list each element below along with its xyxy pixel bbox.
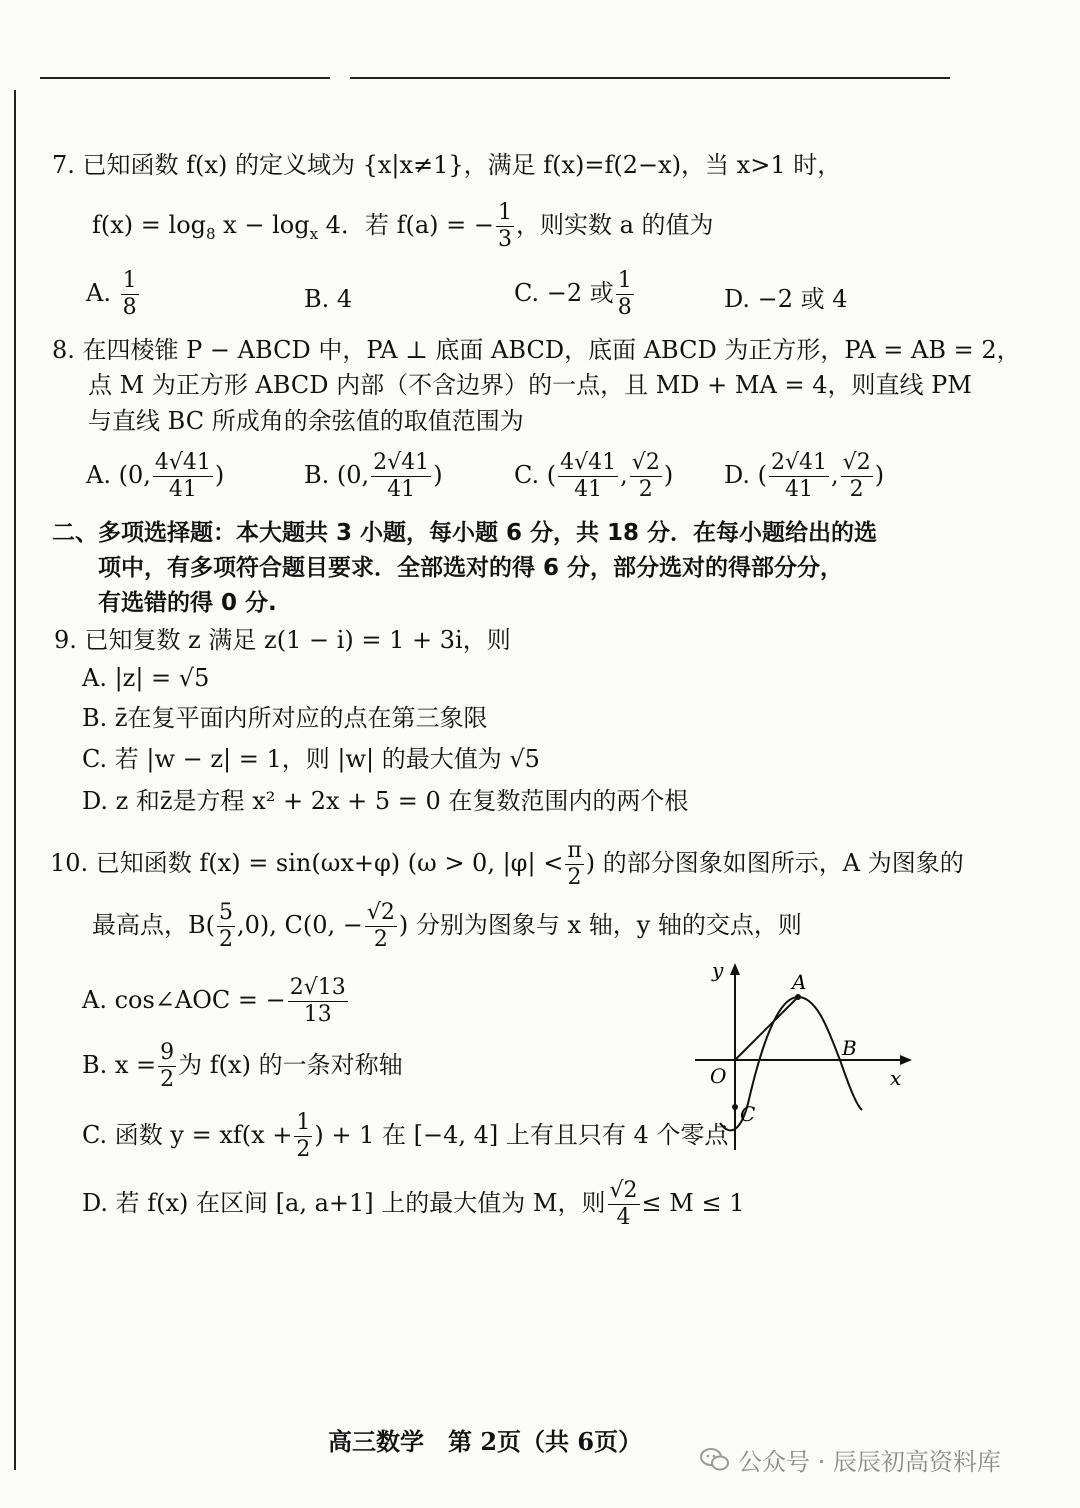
point-a <box>795 994 801 1000</box>
q10-c2-frac <box>294 1110 312 1163</box>
q8-b-pre: (0, <box>336 461 370 489</box>
q10-stem1-a: 10. 已知函数 f(x) = sin(ωx+φ) (ω > 0, |φ| < <box>50 849 564 877</box>
wechat-icon <box>700 1447 730 1473</box>
q10-c-post: ) + 1 在 [−4, 4] 上有且只有 4 个零点 <box>314 1121 729 1149</box>
q8-d-den2: 2 <box>849 477 864 502</box>
q8-a-pre: (0, <box>118 461 151 489</box>
q8-b-den: 41 <box>387 477 416 502</box>
q10-c-num: √2 <box>366 900 395 925</box>
q8-a-num: 4√41 <box>154 450 211 475</box>
page-footer: 高三数学 第 2页（共 6页） <box>328 1427 643 1456</box>
q8-a-den: 41 <box>168 477 197 502</box>
q7-c-frac <box>616 268 634 321</box>
q8-b-label: B. <box>304 461 330 489</box>
q8-c-frac1 <box>558 450 618 503</box>
q10-b2-frac <box>158 1040 176 1093</box>
q10-c-pre: C. 函数 y = xf(x + <box>82 1121 293 1149</box>
q7-d-label: D. <box>724 285 751 313</box>
q7-number: 7. <box>52 151 75 179</box>
point-c <box>732 1104 738 1110</box>
q10-line1 <box>50 838 964 891</box>
label-c: C <box>740 1102 756 1126</box>
q10-d-post: ≤ M ≤ 1 <box>641 1189 745 1217</box>
q8-c-den1: 41 <box>574 477 603 502</box>
q8-d-num2: √2 <box>842 450 871 475</box>
q8-line3: 与直线 BC 所成角的余弦值的取值范围为 <box>88 407 524 435</box>
q8-d-label: D. <box>724 461 751 489</box>
q10-c-den: 2 <box>373 927 388 952</box>
q9-option-b: B. z̄在复平面内所对应的点在第三象限 <box>82 704 488 732</box>
q7-a-den: 8 <box>122 295 137 320</box>
q10-b2-num: 9 <box>160 1040 175 1065</box>
top-rule-left <box>40 77 330 79</box>
q10-b-post: 为 f(x) 的一条对称轴 <box>178 1051 403 1079</box>
q10-b-den: 2 <box>219 927 233 952</box>
q8-options <box>86 450 926 520</box>
label-x: x <box>890 1066 902 1090</box>
q7-line2 <box>92 200 714 253</box>
q10-d-num: √2 <box>609 1178 638 1203</box>
label-b: B <box>842 1036 857 1060</box>
top-rule-right <box>350 77 950 79</box>
q7-option-a <box>86 268 141 321</box>
q8-c-label: C. <box>514 461 540 489</box>
q7-b-value: 4 <box>336 285 353 313</box>
x-axis-arrow <box>900 1055 912 1065</box>
q7-option-c <box>514 268 636 321</box>
left-margin-rule <box>14 90 16 1470</box>
q8-option-d: D. ( $\frac{2√41}{41}$ , $\frac{√2}{2}$ ) <box>724 450 885 502</box>
q8-b-post: ) <box>433 461 443 489</box>
q7-c-den: 8 <box>617 295 632 320</box>
section2-line3: 有选错的得 0 分. <box>98 590 277 616</box>
q8-d-den1: 41 <box>785 477 814 502</box>
q7-d-value: −2 或 4 <box>757 285 848 313</box>
q7-c-num: 1 <box>617 268 632 293</box>
q8-option-a <box>86 450 224 503</box>
q10-d-pre: D. 若 f(x) 在区间 [a, a+1] 上的最大值为 M，则 <box>82 1189 606 1217</box>
q10-b-num: 5 <box>219 900 233 925</box>
q10-option-a <box>82 975 350 1028</box>
q8-b-frac <box>371 450 431 503</box>
q7-b-label: B. <box>304 285 330 313</box>
q8-c-num1: 4√41 <box>560 450 617 475</box>
q7-line1 <box>52 150 841 180</box>
q7-c-pre: −2 或 <box>546 279 614 307</box>
q8-a-label: A. <box>86 461 111 489</box>
q7-log-base-x: x <box>309 224 319 243</box>
segment-oa <box>735 997 798 1060</box>
label-y: y <box>712 958 724 982</box>
q10-pi-den: 2 <box>567 865 582 890</box>
q10-pi-num: π <box>567 838 582 863</box>
q7-stem2-b: x − log <box>215 211 310 239</box>
q8-line1: 8. 在四棱锥 P − ABCD 中，PA ⊥ 底面 ABCD，底面 ABCD 为正方形，PA = AB = 2， <box>52 336 1021 364</box>
q7-c-label: C. <box>514 279 540 307</box>
q7-log-base-8: 8 <box>206 224 216 243</box>
q7-frac-num: 1 <box>497 200 512 225</box>
q8-line2: 点 M 为正方形 ABCD 内部（不含边界）的一点，且 MD + MA = 4，则直线 PM <box>88 371 972 399</box>
q8-c-num2: √2 <box>631 450 660 475</box>
q10-b-frac <box>217 900 235 953</box>
section2-line2: 项中，有多项符合题目要求．全部选对的得 6 分，部分选对的得部分分， <box>98 555 844 581</box>
q7-stem2-d: ，则实数 a 的值为 <box>515 211 714 239</box>
q9-option-d: D. z 和z̄是方程 x² + 2x + 5 = 0 在复数范围内的两个根 <box>82 787 689 815</box>
q10-stem1-b: ) 的部分图象如图所示，A 为图象的 <box>585 849 964 877</box>
q10-d-frac <box>608 1178 640 1231</box>
q9-option-a: A. |z| = √5 <box>82 664 210 692</box>
q10-c2-den: 2 <box>296 1137 311 1162</box>
y-axis-arrow <box>730 963 740 975</box>
q8-a-post: ) <box>214 461 225 489</box>
q9-stem: 9. 已知复数 z 满足 z(1 − i) = 1 + 3i，则 <box>54 626 511 654</box>
label-o: O <box>710 1064 727 1088</box>
q8-a-frac <box>153 450 213 503</box>
q7-option-b <box>304 284 352 314</box>
q10-a-num: 2√13 <box>289 975 346 1000</box>
q10-option-b <box>82 1040 403 1093</box>
q8-b-num: 2√41 <box>373 450 430 475</box>
watermark <box>700 1442 1001 1477</box>
q10-line2 <box>92 900 802 953</box>
q10-option-d <box>82 1178 744 1231</box>
watermark-text: 公众号 · 辰辰初高资料库 <box>738 1448 1001 1476</box>
q10-b2-den: 2 <box>160 1067 175 1092</box>
q8-option-c: C. ( $\frac{4√41}{41}$ , $\frac{√2}{2}$ ) <box>514 450 674 502</box>
q7-a-label: A. <box>86 279 111 307</box>
q7-a-num: 1 <box>122 268 137 293</box>
q10-stem2-a: 最高点，B( <box>92 911 215 939</box>
q10-c-frac <box>365 900 397 953</box>
q7-stem2-a: f(x) = log <box>92 211 206 239</box>
q10-pi-frac <box>565 838 583 891</box>
q7-a-frac <box>121 268 139 321</box>
q7-frac-den: 3 <box>497 227 512 252</box>
label-a: A <box>792 970 807 994</box>
q7-stem2-c: 4．若 f(a) = − <box>318 211 494 239</box>
q10-d-den: 4 <box>616 1205 631 1230</box>
q8-d-frac1 <box>769 450 829 503</box>
q10-option-c <box>82 1110 728 1163</box>
section2-line1: 二、多项选择题：本大题共 3 小题，每小题 6 分，共 18 分．在每小题给出的选 <box>52 520 878 546</box>
q10-stem2-c: ) 分别为图象与 x 轴，y 轴的交点，则 <box>398 911 802 939</box>
q7-stem1: 已知函数 f(x) 的定义域为 {x|x≠1}，满足 f(x)=f(2−x)，当 x>1 时， <box>82 151 842 179</box>
q10-a-den: 13 <box>303 1002 332 1027</box>
q10-a-frac <box>288 975 348 1028</box>
q7-option-d <box>724 284 848 314</box>
q8-c-den2: 2 <box>638 477 653 502</box>
q10-sine-graph <box>690 955 930 1155</box>
q8-c-frac2 <box>630 450 662 503</box>
q8-option-b <box>304 450 443 503</box>
q10-stem2-b: ,0), C(0, − <box>237 911 363 939</box>
q7-fraction <box>496 200 514 253</box>
q8-d-frac2 <box>841 450 873 503</box>
q10-c2-num: 1 <box>296 1110 311 1135</box>
q10-a-pre: A. cos∠AOC = − <box>82 986 286 1014</box>
q9-option-c: C. 若 |w − z| = 1，则 |w| 的最大值为 √5 <box>82 745 540 773</box>
q8-d-num1: 2√41 <box>771 450 828 475</box>
q10-b-pre: B. x = <box>82 1051 157 1079</box>
